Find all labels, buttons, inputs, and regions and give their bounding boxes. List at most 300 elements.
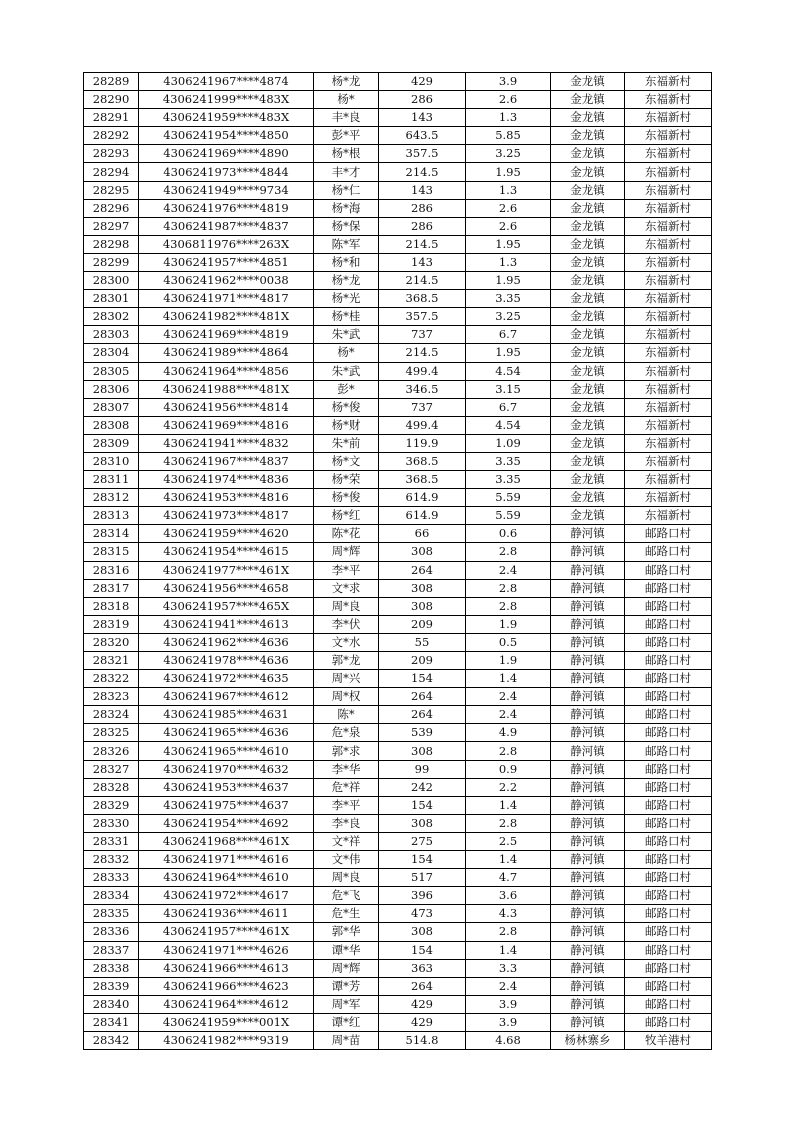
town-cell: 金龙镇 [551, 380, 625, 398]
amount-cell: 214.5 [379, 344, 466, 362]
id-number-cell: 4306241987****4837 [139, 217, 314, 235]
name-cell: 郭*求 [314, 742, 379, 760]
table-row [84, 652, 712, 670]
row-number-cell: 28330 [84, 814, 139, 832]
id-number-cell: 4306241968****461X [139, 832, 314, 850]
town-cell: 金龙镇 [551, 199, 625, 217]
table-row [84, 253, 712, 271]
name-cell: 杨*仁 [314, 181, 379, 199]
id-number-cell: 4306241999****483X [139, 91, 314, 109]
id-number-cell: 4306241989****4864 [139, 344, 314, 362]
table-row [84, 760, 712, 778]
table-row [84, 706, 712, 724]
village-cell: 东福新村 [625, 272, 712, 290]
row-number-cell: 28293 [84, 145, 139, 163]
village-cell: 邮路口村 [625, 579, 712, 597]
name-cell: 周*权 [314, 688, 379, 706]
area-cell: 2.2 [466, 778, 551, 796]
id-number-cell: 4306241956****4814 [139, 398, 314, 416]
amount-cell: 368.5 [379, 452, 466, 470]
table-row [84, 199, 712, 217]
village-cell: 邮路口村 [625, 760, 712, 778]
amount-cell: 308 [379, 923, 466, 941]
area-cell: 1.95 [466, 344, 551, 362]
table-row [84, 923, 712, 941]
town-cell: 金龙镇 [551, 272, 625, 290]
town-cell: 金龙镇 [551, 489, 625, 507]
id-number-cell: 4306241964****4856 [139, 362, 314, 380]
town-cell: 静河镇 [551, 579, 625, 597]
area-cell: 3.35 [466, 290, 551, 308]
table-row [84, 489, 712, 507]
row-number-cell: 28290 [84, 91, 139, 109]
table-row [84, 507, 712, 525]
id-number-cell: 4306241971****4817 [139, 290, 314, 308]
area-cell: 1.95 [466, 235, 551, 253]
village-cell: 邮路口村 [625, 742, 712, 760]
amount-cell: 539 [379, 724, 466, 742]
table-row [84, 977, 712, 995]
row-number-cell: 28312 [84, 489, 139, 507]
village-cell: 邮路口村 [625, 814, 712, 832]
row-number-cell: 28336 [84, 923, 139, 941]
town-cell: 金龙镇 [551, 507, 625, 525]
table-row [84, 452, 712, 470]
row-number-cell: 28309 [84, 434, 139, 452]
name-cell: 杨* [314, 91, 379, 109]
id-number-cell: 4306241941****4832 [139, 434, 314, 452]
row-number-cell: 28322 [84, 670, 139, 688]
amount-cell: 143 [379, 109, 466, 127]
village-cell: 邮路口村 [625, 778, 712, 796]
row-number-cell: 28302 [84, 308, 139, 326]
area-cell: 2.4 [466, 688, 551, 706]
id-number-cell: 4306241973****4844 [139, 163, 314, 181]
village-cell: 邮路口村 [625, 887, 712, 905]
area-cell: 2.8 [466, 579, 551, 597]
table-row [84, 434, 712, 452]
table-row [84, 127, 712, 145]
name-cell: 危*泉 [314, 724, 379, 742]
amount-cell: 214.5 [379, 163, 466, 181]
row-number-cell: 28298 [84, 235, 139, 253]
row-number-cell: 28318 [84, 597, 139, 615]
amount-cell: 214.5 [379, 272, 466, 290]
name-cell: 彭*平 [314, 127, 379, 145]
table-row [84, 91, 712, 109]
village-cell: 邮路口村 [625, 525, 712, 543]
table-row [84, 398, 712, 416]
amount-cell: 499.4 [379, 416, 466, 434]
row-number-cell: 28300 [84, 272, 139, 290]
town-cell: 静河镇 [551, 905, 625, 923]
village-cell: 邮路口村 [625, 923, 712, 941]
row-number-cell: 28333 [84, 869, 139, 887]
town-cell: 静河镇 [551, 543, 625, 561]
amount-cell: 242 [379, 778, 466, 796]
name-cell: 李*平 [314, 796, 379, 814]
name-cell: 彭* [314, 380, 379, 398]
town-cell: 静河镇 [551, 742, 625, 760]
town-cell: 静河镇 [551, 814, 625, 832]
id-number-cell: 4306241966****4623 [139, 977, 314, 995]
id-number-cell: 4306241972****4617 [139, 887, 314, 905]
town-cell: 静河镇 [551, 615, 625, 633]
name-cell: 杨*桂 [314, 308, 379, 326]
area-cell: 6.7 [466, 398, 551, 416]
name-cell: 丰*良 [314, 109, 379, 127]
name-cell: 谭*芳 [314, 977, 379, 995]
row-number-cell: 28340 [84, 995, 139, 1013]
id-number-cell: 4306241970****4632 [139, 760, 314, 778]
name-cell: 陈*军 [314, 235, 379, 253]
id-number-cell: 4306241977****461X [139, 561, 314, 579]
area-cell: 3.35 [466, 471, 551, 489]
table-row [84, 633, 712, 651]
village-cell: 邮路口村 [625, 1013, 712, 1031]
name-cell: 杨*红 [314, 507, 379, 525]
town-cell: 静河镇 [551, 941, 625, 959]
row-number-cell: 28342 [84, 1031, 139, 1049]
area-cell: 2.6 [466, 199, 551, 217]
village-cell: 东福新村 [625, 398, 712, 416]
row-number-cell: 28294 [84, 163, 139, 181]
table-row [84, 887, 712, 905]
row-number-cell: 28323 [84, 688, 139, 706]
amount-cell: 429 [379, 1013, 466, 1031]
table-row [84, 471, 712, 489]
id-number-cell: 4306241953****4637 [139, 778, 314, 796]
id-number-cell: 4306241936****4611 [139, 905, 314, 923]
town-cell: 金龙镇 [551, 91, 625, 109]
town-cell: 静河镇 [551, 923, 625, 941]
name-cell: 朱*前 [314, 434, 379, 452]
name-cell: 文*水 [314, 633, 379, 651]
area-cell: 1.3 [466, 181, 551, 199]
area-cell: 2.8 [466, 814, 551, 832]
town-cell: 静河镇 [551, 995, 625, 1013]
name-cell: 周*良 [314, 597, 379, 615]
table-row [84, 742, 712, 760]
amount-cell: 286 [379, 199, 466, 217]
table-row [84, 525, 712, 543]
table-row [84, 217, 712, 235]
town-cell: 金龙镇 [551, 73, 625, 91]
table-row [84, 851, 712, 869]
village-cell: 邮路口村 [625, 670, 712, 688]
name-cell: 陈*花 [314, 525, 379, 543]
town-cell: 金龙镇 [551, 290, 625, 308]
table-row [84, 670, 712, 688]
amount-cell: 346.5 [379, 380, 466, 398]
id-number-cell: 4306241962****4636 [139, 633, 314, 651]
table-row [84, 597, 712, 615]
village-cell: 邮路口村 [625, 597, 712, 615]
area-cell: 1.4 [466, 941, 551, 959]
town-cell: 静河镇 [551, 778, 625, 796]
table-row [84, 561, 712, 579]
amount-cell: 143 [379, 253, 466, 271]
table-row [84, 145, 712, 163]
area-cell: 0.9 [466, 760, 551, 778]
area-cell: 2.8 [466, 597, 551, 615]
name-cell: 陈* [314, 706, 379, 724]
table-row [84, 615, 712, 633]
area-cell: 3.25 [466, 145, 551, 163]
amount-cell: 154 [379, 796, 466, 814]
town-cell: 静河镇 [551, 724, 625, 742]
name-cell: 杨*光 [314, 290, 379, 308]
id-number-cell: 4306811976****263X [139, 235, 314, 253]
village-cell: 东福新村 [625, 362, 712, 380]
row-number-cell: 28310 [84, 452, 139, 470]
amount-cell: 357.5 [379, 145, 466, 163]
amount-cell: 55 [379, 633, 466, 651]
row-number-cell: 28306 [84, 380, 139, 398]
area-cell: 1.4 [466, 670, 551, 688]
id-number-cell: 4306241978****4636 [139, 652, 314, 670]
row-number-cell: 28319 [84, 615, 139, 633]
amount-cell: 614.9 [379, 507, 466, 525]
amount-cell: 286 [379, 91, 466, 109]
row-number-cell: 28325 [84, 724, 139, 742]
area-cell: 2.8 [466, 923, 551, 941]
village-cell: 邮路口村 [625, 652, 712, 670]
town-cell: 静河镇 [551, 688, 625, 706]
amount-cell: 396 [379, 887, 466, 905]
area-cell: 3.9 [466, 995, 551, 1013]
name-cell: 杨* [314, 344, 379, 362]
table-row [84, 272, 712, 290]
village-cell: 邮路口村 [625, 688, 712, 706]
town-cell: 金龙镇 [551, 181, 625, 199]
table-row [84, 688, 712, 706]
area-cell: 1.4 [466, 796, 551, 814]
amount-cell: 66 [379, 525, 466, 543]
village-cell: 东福新村 [625, 507, 712, 525]
id-number-cell: 4306241957****461X [139, 923, 314, 941]
amount-cell: 264 [379, 561, 466, 579]
town-cell: 金龙镇 [551, 163, 625, 181]
village-cell: 东福新村 [625, 199, 712, 217]
row-number-cell: 28314 [84, 525, 139, 543]
row-number-cell: 28304 [84, 344, 139, 362]
area-cell: 1.95 [466, 272, 551, 290]
village-cell: 东福新村 [625, 181, 712, 199]
name-cell: 周*良 [314, 869, 379, 887]
name-cell: 杨*龙 [314, 73, 379, 91]
id-number-cell: 4306241971****4626 [139, 941, 314, 959]
amount-cell: 429 [379, 73, 466, 91]
amount-cell: 99 [379, 760, 466, 778]
amount-cell: 119.9 [379, 434, 466, 452]
name-cell: 周*苗 [314, 1031, 379, 1049]
row-number-cell: 28299 [84, 253, 139, 271]
name-cell: 丰*才 [314, 163, 379, 181]
town-cell: 金龙镇 [551, 398, 625, 416]
village-cell: 邮路口村 [625, 633, 712, 651]
amount-cell: 264 [379, 706, 466, 724]
area-cell: 3.3 [466, 959, 551, 977]
amount-cell: 308 [379, 543, 466, 561]
row-number-cell: 28338 [84, 959, 139, 977]
id-number-cell: 4306241954****4692 [139, 814, 314, 832]
id-number-cell: 4306241969****4890 [139, 145, 314, 163]
amount-cell: 614.9 [379, 489, 466, 507]
table-row [84, 543, 712, 561]
town-cell: 静河镇 [551, 670, 625, 688]
area-cell: 5.59 [466, 507, 551, 525]
area-cell: 0.6 [466, 525, 551, 543]
area-cell: 2.6 [466, 217, 551, 235]
id-number-cell: 4306241965****4610 [139, 742, 314, 760]
id-number-cell: 4306241941****4613 [139, 615, 314, 633]
id-number-cell: 4306241982****9319 [139, 1031, 314, 1049]
row-number-cell: 28337 [84, 941, 139, 959]
id-number-cell: 4306241982****481X [139, 308, 314, 326]
id-number-cell: 4306241965****4636 [139, 724, 314, 742]
town-cell: 静河镇 [551, 525, 625, 543]
town-cell: 金龙镇 [551, 434, 625, 452]
village-cell: 邮路口村 [625, 995, 712, 1013]
table-row [84, 163, 712, 181]
town-cell: 静河镇 [551, 633, 625, 651]
name-cell: 周*辉 [314, 543, 379, 561]
town-cell: 静河镇 [551, 706, 625, 724]
village-cell: 东福新村 [625, 344, 712, 362]
table-row [84, 1013, 712, 1031]
id-number-cell: 4306241972****4635 [139, 670, 314, 688]
area-cell: 1.3 [466, 253, 551, 271]
village-cell: 邮路口村 [625, 977, 712, 995]
table-row [84, 416, 712, 434]
village-cell: 东福新村 [625, 163, 712, 181]
town-cell: 金龙镇 [551, 127, 625, 145]
village-cell: 东福新村 [625, 109, 712, 127]
amount-cell: 154 [379, 851, 466, 869]
name-cell: 周*军 [314, 995, 379, 1013]
id-number-cell: 4306241964****4610 [139, 869, 314, 887]
town-cell: 金龙镇 [551, 217, 625, 235]
town-cell: 静河镇 [551, 832, 625, 850]
row-number-cell: 28327 [84, 760, 139, 778]
row-number-cell: 28320 [84, 633, 139, 651]
village-cell: 东福新村 [625, 308, 712, 326]
town-cell: 静河镇 [551, 561, 625, 579]
area-cell: 1.95 [466, 163, 551, 181]
amount-cell: 308 [379, 597, 466, 615]
name-cell: 谭*华 [314, 941, 379, 959]
village-cell: 东福新村 [625, 91, 712, 109]
amount-cell: 143 [379, 181, 466, 199]
town-cell: 金龙镇 [551, 109, 625, 127]
row-number-cell: 28291 [84, 109, 139, 127]
row-number-cell: 28305 [84, 362, 139, 380]
area-cell: 4.3 [466, 905, 551, 923]
village-cell: 东福新村 [625, 290, 712, 308]
amount-cell: 154 [379, 670, 466, 688]
table-row [84, 362, 712, 380]
name-cell: 李*华 [314, 760, 379, 778]
amount-cell: 275 [379, 832, 466, 850]
id-number-cell: 4306241967****4612 [139, 688, 314, 706]
town-cell: 静河镇 [551, 597, 625, 615]
amount-cell: 737 [379, 326, 466, 344]
row-number-cell: 28335 [84, 905, 139, 923]
area-cell: 4.9 [466, 724, 551, 742]
row-number-cell: 28297 [84, 217, 139, 235]
amount-cell: 517 [379, 869, 466, 887]
area-cell: 2.8 [466, 742, 551, 760]
id-number-cell: 4306241985****4631 [139, 706, 314, 724]
town-cell: 静河镇 [551, 796, 625, 814]
amount-cell: 154 [379, 941, 466, 959]
name-cell: 杨*俊 [314, 398, 379, 416]
id-number-cell: 4306241956****4658 [139, 579, 314, 597]
village-cell: 东福新村 [625, 380, 712, 398]
id-number-cell: 4306241954****4615 [139, 543, 314, 561]
village-cell: 东福新村 [625, 326, 712, 344]
area-cell: 3.9 [466, 73, 551, 91]
village-cell: 东福新村 [625, 253, 712, 271]
name-cell: 周*辉 [314, 959, 379, 977]
area-cell: 4.7 [466, 869, 551, 887]
row-number-cell: 28289 [84, 73, 139, 91]
row-number-cell: 28313 [84, 507, 139, 525]
id-number-cell: 4306241962****0038 [139, 272, 314, 290]
village-cell: 东福新村 [625, 73, 712, 91]
area-cell: 5.59 [466, 489, 551, 507]
amount-cell: 514.8 [379, 1031, 466, 1049]
name-cell: 朱*武 [314, 326, 379, 344]
area-cell: 0.5 [466, 633, 551, 651]
id-number-cell: 4306241969****4816 [139, 416, 314, 434]
row-number-cell: 28292 [84, 127, 139, 145]
row-number-cell: 28295 [84, 181, 139, 199]
area-cell: 5.85 [466, 127, 551, 145]
area-cell: 6.7 [466, 326, 551, 344]
area-cell: 2.4 [466, 977, 551, 995]
row-number-cell: 28334 [84, 887, 139, 905]
row-number-cell: 28307 [84, 398, 139, 416]
id-number-cell: 4306241954****4850 [139, 127, 314, 145]
table-row [84, 1031, 712, 1049]
amount-cell: 264 [379, 688, 466, 706]
name-cell: 杨*海 [314, 199, 379, 217]
name-cell: 杨*保 [314, 217, 379, 235]
area-cell: 1.9 [466, 615, 551, 633]
id-number-cell: 4306241974****4836 [139, 471, 314, 489]
amount-cell: 308 [379, 579, 466, 597]
town-cell: 金龙镇 [551, 145, 625, 163]
id-number-cell: 4306241969****4819 [139, 326, 314, 344]
name-cell: 谭*红 [314, 1013, 379, 1031]
name-cell: 危*生 [314, 905, 379, 923]
village-cell: 邮路口村 [625, 561, 712, 579]
row-number-cell: 28331 [84, 832, 139, 850]
row-number-cell: 28329 [84, 796, 139, 814]
table-row [84, 941, 712, 959]
town-cell: 金龙镇 [551, 253, 625, 271]
town-cell: 金龙镇 [551, 452, 625, 470]
id-number-cell: 4306241967****4837 [139, 452, 314, 470]
town-cell: 金龙镇 [551, 416, 625, 434]
amount-cell: 264 [379, 977, 466, 995]
village-cell: 邮路口村 [625, 851, 712, 869]
table-row [84, 235, 712, 253]
village-cell: 牧羊港村 [625, 1031, 712, 1049]
town-cell: 静河镇 [551, 652, 625, 670]
